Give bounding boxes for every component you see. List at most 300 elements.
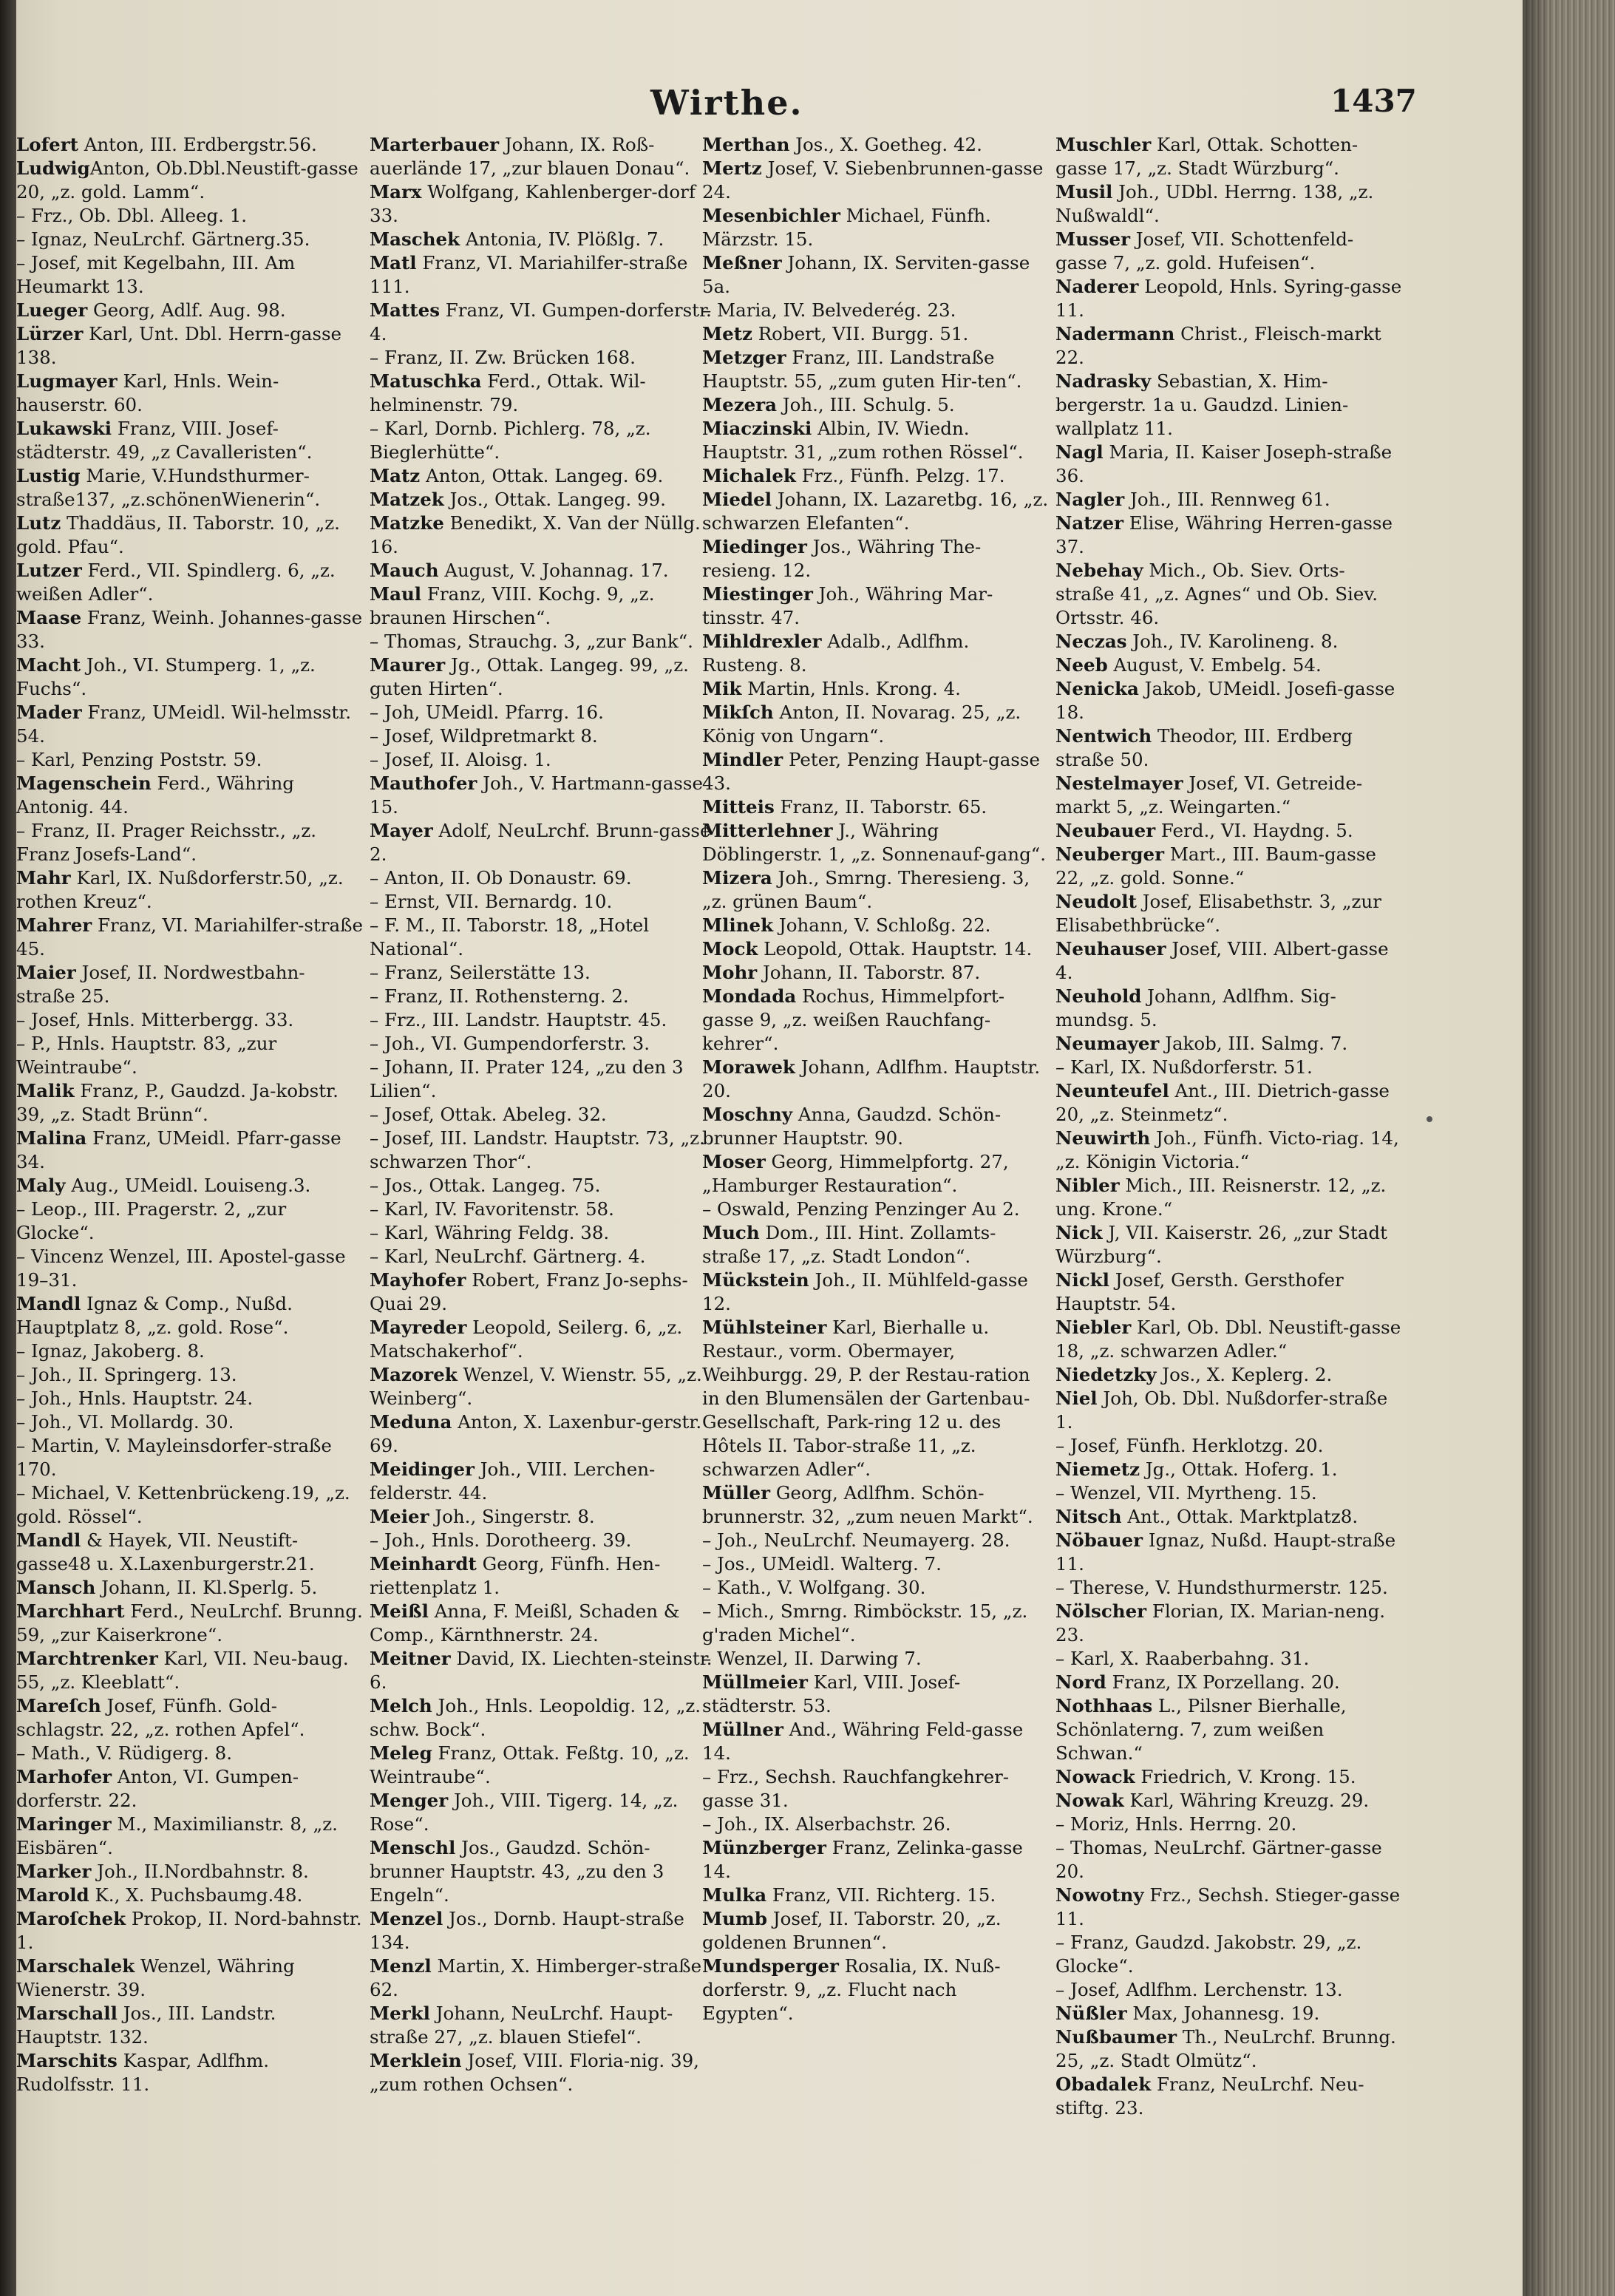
directory-entry <box>1055 275 1403 322</box>
entry-details: – Ernst, VII. Bernardg. 10. <box>370 891 613 912</box>
directory-entry <box>1055 1458 1403 1481</box>
entry-surname: Nowak <box>1055 1790 1124 1811</box>
directory-entry <box>702 1552 1050 1576</box>
entry-details: Franz, P., Gaudzd. Ja-kobstr. 39, „z. Stadt Brünn“. <box>16 1080 339 1125</box>
entry-details: Leopold, Ottak. Hauptstr. 14. <box>758 938 1033 960</box>
entry-details: – Anton, II. Ob Donaustr. 69. <box>370 867 632 889</box>
entry-surname: Mezera <box>702 394 777 415</box>
directory-entry <box>702 1671 1050 1718</box>
directory-entry <box>370 2002 717 2049</box>
entry-details: – Karl, Dornb. Pichlerg. 78, „z. Bieglerhütte“. <box>370 418 651 463</box>
entry-surname: Mikſch <box>702 702 774 723</box>
entry-details: Josef, Elisabethstr. 3, „zur Elisabethbrücke“. <box>1055 891 1381 936</box>
entry-details: Anton, III. Erdbergstr.56. <box>78 134 317 155</box>
entry-details: Adolf, NeuLrchf. Brunn-gasse 2. <box>370 820 711 865</box>
entry-details: Joh, Ob. Dbl. Nußdorfer-straße 1. <box>1055 1388 1388 1433</box>
entry-details: – Josef, Ottak. Abeleg. 32. <box>370 1104 607 1125</box>
entry-details: Ignaz & Comp., Nußd. Hauptplatz 8, „z. gold. Rose“. <box>16 1293 293 1338</box>
entry-details: – Jos., UMeidl. Walterg. 7. <box>702 1553 942 1575</box>
entry-surname: Obadalek <box>1055 2073 1152 2095</box>
entry-surname: Marterbauer <box>370 134 500 155</box>
directory-entry <box>16 464 364 512</box>
directory-entry <box>370 180 717 228</box>
entry-details: Th., NeuLrchf. Brunng. 25, „z. Stadt Olmütz“. <box>1055 2026 1396 2071</box>
entry-details: Franz, Ottak. Feßtg. 10, „z. Weintraube“. <box>370 1742 690 1787</box>
directory-entry <box>16 1434 364 1481</box>
directory-entry <box>370 1174 717 1198</box>
entry-details: Georg, Fünfh. Hen-riettenplatz 1. <box>370 1553 661 1598</box>
entry-details: Franz, Zelinka-gasse 14. <box>702 1837 1023 1882</box>
directory-entry <box>16 1008 364 1032</box>
entry-details: And., Währing Feld-gasse 14. <box>702 1719 1024 1764</box>
entry-details: Aug., UMeidl. Louiseng.3. <box>65 1175 311 1196</box>
directory-entry <box>1055 441 1403 488</box>
entry-surname: Nick <box>1055 1222 1103 1243</box>
entry-surname: Mock <box>702 938 758 960</box>
entry-surname: Lürzer <box>16 323 84 344</box>
entry-details: Joh., VIII. Lerchen-felderstr. 44. <box>370 1458 656 1504</box>
entry-surname: Nagler <box>1055 489 1125 510</box>
entry-surname: Mandl <box>16 1529 81 1551</box>
entry-details: Jos., Gaudzd. Schön-brunner Hauptstr. 43, „zu den 3 Engeln“. <box>370 1837 664 1906</box>
entry-details: Joh., UDbl. Herrng. 138, „z. Nußwaldl“. <box>1055 181 1374 226</box>
entry-details: Johann, IX. Serviten-gasse 5a. <box>702 252 1030 297</box>
entry-details: Peter, Penzing Haupt-gasse 43. <box>702 749 1040 794</box>
directory-entry <box>16 1127 364 1174</box>
entry-details: – Josef, mit Kegelbahn, III. Am Heumarkt 13. <box>16 252 296 297</box>
entry-details: Adalb., Adlfhm. Rusteng. 8. <box>702 631 970 676</box>
entry-details: Dom., III. Hint. Zollamts-straße 17, „z. Stadt London“. <box>702 1222 996 1267</box>
directory-entry <box>16 417 364 464</box>
directory-entry <box>702 795 1050 819</box>
directory-entry <box>702 1268 1050 1316</box>
directory-entry <box>16 204 364 228</box>
entry-surname: Mohr <box>702 962 758 983</box>
directory-entry <box>1055 1671 1403 1694</box>
directory-entry <box>370 1836 717 1907</box>
entry-details: – Jos., Ottak. Langeg. 75. <box>370 1175 601 1196</box>
directory-entry <box>370 1268 717 1316</box>
entry-details: K., X. Puchsbaumg.48. <box>89 1884 303 1906</box>
directory-entry <box>370 1789 717 1836</box>
entry-surname: Neubauer <box>1055 820 1156 841</box>
entry-surname: Miedinger <box>702 536 807 557</box>
directory-entry <box>16 1245 364 1292</box>
entry-details: – Therese, V. Hundsthurmerstr. 125. <box>1055 1577 1388 1598</box>
entry-surname: Nüßler <box>1055 2003 1127 2024</box>
directory-entry <box>370 1245 717 1268</box>
directory-entry <box>702 322 1050 346</box>
directory-entry <box>1055 370 1403 441</box>
entry-details: Florian, IX. Marian-neng. 23. <box>1055 1600 1386 1645</box>
directory-entry <box>16 251 364 299</box>
directory-entry <box>370 464 717 488</box>
directory-entry <box>16 370 364 417</box>
entry-surname: Metzger <box>702 347 786 368</box>
entry-surname: Nebehay <box>1055 560 1143 581</box>
entry-details: Anna, F. Meißl, Schaden & Comp., Kärnthnerstr. 24. <box>370 1600 680 1645</box>
entry-surname: Meidinger <box>370 1458 475 1480</box>
directory-entry <box>1055 890 1403 937</box>
directory-entry <box>16 1884 364 1907</box>
directory-entry <box>702 914 1050 937</box>
entry-surname: Malina <box>16 1127 87 1149</box>
entry-details: Johann, Adlfhm. Sig-mundsg. 5. <box>1055 985 1336 1030</box>
entry-surname: Nagl <box>1055 441 1104 463</box>
entry-surname: Lukawski <box>16 418 112 439</box>
directory-entry <box>16 1860 364 1884</box>
entry-surname: Mareſch <box>16 1695 101 1716</box>
entry-details: Jos., X. Goetheg. 42. <box>789 134 982 155</box>
directory-entry <box>1055 1931 1403 1978</box>
entry-details: Thaddäus, II. Taborstr. 10, „z. gold. Pfau“. <box>16 512 340 557</box>
entry-details: Anton, Ottak. Langeg. 69. <box>420 465 664 486</box>
entry-details: – Franz, II. Rothensterng. 2. <box>370 985 629 1007</box>
directory-entry <box>702 299 1050 322</box>
entry-surname: Lutz <box>16 512 61 534</box>
directory-entry <box>1055 630 1403 653</box>
directory-entry <box>1055 1600 1403 1647</box>
directory-entry <box>1055 1978 1403 2002</box>
entry-details: Joh., V. Hartmann-gasse 15. <box>370 772 703 818</box>
directory-entry <box>370 819 717 866</box>
column-4 <box>1055 133 1403 2120</box>
directory-entry <box>16 1079 364 1127</box>
entry-surname: Merklein <box>370 2050 462 2071</box>
entry-surname: Maringer <box>16 1813 112 1835</box>
directory-entry <box>16 228 364 251</box>
page-number: 1437 <box>1330 83 1417 119</box>
entry-details: Josef, VI. Getreide-markt 5, „z. Weingarten.“ <box>1055 772 1363 818</box>
entry-details: – Frz., Ob. Dbl. Alleeg. 1. <box>16 205 248 226</box>
entry-surname: Muschler <box>1055 134 1152 155</box>
entry-details: Karl, Ob. Dbl. Neustift-gasse 18, „z. schwarzen Adler.“ <box>1055 1317 1401 1362</box>
directory-entry <box>370 1410 717 1458</box>
directory-entry <box>16 1174 364 1198</box>
directory-entry <box>702 1765 1050 1813</box>
binding-shadow <box>0 0 16 2296</box>
directory-entry <box>702 417 1050 464</box>
directory-entry <box>16 133 364 157</box>
directory-entry <box>1055 228 1403 275</box>
book-fore-edge <box>1523 0 1615 2296</box>
entry-details: – Thomas, NeuLrchf. Gärtner-gasse 20. <box>1055 1837 1382 1882</box>
directory-entry <box>1055 1505 1403 1529</box>
entry-details: Franz, VI. Mariahilfer-straße 111. <box>370 252 688 297</box>
directory-entry <box>370 559 717 583</box>
entry-details: Martin, X. Himberger-straße 62. <box>370 1955 702 2000</box>
entry-details: – Franz, Gaudzd. Jakobstr. 29, „z. Glocke“. <box>1055 1932 1362 1977</box>
entry-details: Anton, X. Laxenbur-gerstr. 69. <box>370 1411 702 1456</box>
entry-surname: Mindler <box>702 749 783 770</box>
directory-entry <box>1055 1268 1403 1316</box>
directory-entry <box>370 2049 717 2096</box>
entry-surname: Menschl <box>370 1837 456 1858</box>
directory-entry <box>1055 1032 1403 1056</box>
entry-surname: Marschalek <box>16 1955 135 1977</box>
entry-surname: Morawek <box>702 1056 795 1078</box>
entry-details: Anton, VI. Gumpen-dorferstr. 22. <box>16 1766 299 1811</box>
directory-entry <box>1055 1765 1403 1789</box>
entry-details: Mart., III. Baum-gasse 22, „z. gold. Sonne.“ <box>1055 843 1376 889</box>
entry-details: Karl, Währing Kreuzg. 29. <box>1123 1790 1370 1811</box>
entry-surname: Neunteufel <box>1055 1080 1169 1101</box>
entry-details: Elise, Währing Herren-gasse 37. <box>1055 512 1393 557</box>
directory-entry <box>702 1954 1050 2025</box>
directory-entry <box>370 251 717 299</box>
entry-surname: Marchhart <box>16 1600 125 1622</box>
entry-surname: Maier <box>16 962 76 983</box>
entry-details: – Joh., IX. Alserbachstr. 26. <box>702 1813 951 1835</box>
entry-surname: Nowack <box>1055 1766 1135 1787</box>
entry-surname: Miaczinski <box>702 418 812 439</box>
entry-details: Joh., Fünfh. Victo-riag. 14, „z. Königin Victoria.“ <box>1055 1127 1399 1172</box>
directory-entry <box>370 1363 717 1410</box>
entry-details: Anton, II. Novarag. 25, „z. König von Ungarn“. <box>702 702 1021 747</box>
entry-details: Ant., Ottak. Marktplatz8. <box>1121 1506 1359 1527</box>
entry-details: Joh., IV. Karolineng. 8. <box>1126 631 1339 652</box>
entry-details: Georg, Adlf. Aug. 98. <box>87 299 286 321</box>
entry-details: Josef, Gersth. Gersthofer Hauptstr. 54. <box>1055 1269 1344 1314</box>
entry-details: Franz, UMeidl. Pfarr-gasse 34. <box>16 1127 341 1172</box>
directory-entry <box>16 701 364 748</box>
directory-entry <box>1055 559 1403 630</box>
entry-surname: Lugmayer <box>16 370 118 392</box>
entry-surname: Mansch <box>16 1577 96 1598</box>
directory-entry <box>702 583 1050 630</box>
entry-details: Karl, VIII. Josef-städterstr. 53. <box>702 1671 961 1716</box>
entry-details: Michael, Fünfh. Märzstr. 15. <box>702 205 991 250</box>
entry-surname: Müllmeier <box>702 1671 808 1693</box>
directory-entry <box>702 1600 1050 1647</box>
directory-entry <box>16 1647 364 1694</box>
entry-surname: Marold <box>16 1884 89 1906</box>
entry-surname: Nußbaumer <box>1055 2026 1177 2048</box>
directory-entry <box>702 464 1050 488</box>
entry-details: Frz., Fünfh. Pelzg. 17. <box>795 465 1005 486</box>
entry-surname: Marschits <box>16 2050 118 2071</box>
entry-details: – Karl, IX. Nußdorferstr. 51. <box>1055 1056 1313 1078</box>
entry-details: Ferd., Ottak. Wil-helminenstr. 79. <box>370 370 646 415</box>
entry-details: Max, Johannesg. 19. <box>1126 2003 1320 2024</box>
entry-surname: Merkl <box>370 2003 430 2024</box>
entry-surname: Mondada <box>702 985 797 1007</box>
directory-entry <box>702 1529 1050 1552</box>
entry-details: – Josef, III. Landstr. Hauptstr. 73, „z. schwarzen Thor“. <box>370 1127 705 1172</box>
entry-details: Karl, Unt. Dbl. Herrn-gasse 138. <box>16 323 342 368</box>
directory-entry <box>1055 488 1403 512</box>
entry-details: – Maria, IV. Belvederég. 23. <box>702 299 956 321</box>
directory-entry <box>702 535 1050 583</box>
directory-entry <box>1055 1813 1403 1836</box>
entry-details: Josef, VII. Schottenfeld-gasse 7, „z. gold. Hufeisen“. <box>1055 228 1354 274</box>
directory-entry <box>370 914 717 961</box>
entry-details: Ferd., VI. Haydng. 5. <box>1155 820 1353 841</box>
directory-entry <box>1055 180 1403 228</box>
entry-surname: Mayreder <box>370 1317 467 1338</box>
entry-surname: Maase <box>16 607 82 628</box>
entry-surname: Meleg <box>370 1742 432 1764</box>
directory-entry <box>16 819 364 866</box>
entry-details: Anton, Ob.Dbl.Neustift-gasse 20, „z. gold. Lamm“. <box>16 157 358 203</box>
entry-details: Josef, V. Siebenbrunnen-gasse 24. <box>702 157 1044 203</box>
entry-details: – Thomas, Strauchg. 3, „zur Bank“. <box>370 631 693 652</box>
entry-surname: Mauthofer <box>370 772 477 794</box>
directory-entry <box>16 1198 364 1245</box>
directory-entry <box>1055 772 1403 819</box>
entry-surname: Mandl <box>16 1293 81 1314</box>
entry-surname: Menzel <box>370 1908 443 1929</box>
entry-surname: Malik <box>16 1080 75 1101</box>
entry-details: Joh., II. Mühlfeld-gasse 12. <box>702 1269 1028 1314</box>
entry-details: – Karl, Penzing Poststr. 59. <box>16 749 262 770</box>
entry-details: Joh., III. Schulg. 5. <box>777 394 955 415</box>
entry-surname: Mumb <box>702 1908 767 1929</box>
entry-surname: Mik <box>702 678 742 699</box>
entry-surname: Matuschka <box>370 370 482 392</box>
entry-surname: Matzek <box>370 489 444 510</box>
entry-details: Wenzel, V. Wienstr. 55, „z. Weinberg“. <box>370 1364 702 1409</box>
entry-details: – Ignaz, NeuLrchf. Gärtnerg.35. <box>16 228 310 250</box>
directory-entry <box>16 1954 364 2002</box>
entry-surname: Meier <box>370 1506 429 1527</box>
directory-entry <box>702 1056 1050 1103</box>
entry-details: – Joh., II. Springerg. 13. <box>16 1364 237 1385</box>
directory-entry <box>16 2049 364 2096</box>
entry-details: Johann, IX. Roß-auerlände 17, „zur blauen Donau“. <box>370 134 690 179</box>
directory-entry <box>1055 2025 1403 2073</box>
directory-entry <box>702 1103 1050 1150</box>
entry-surname: Münzberger <box>702 1837 826 1858</box>
directory-entry <box>1055 1884 1403 1931</box>
directory-entry <box>702 819 1050 866</box>
entry-surname: Nord <box>1055 1671 1106 1693</box>
entry-details: – Karl, IV. Favoritenstr. 58. <box>370 1198 614 1220</box>
directory-entry <box>370 653 717 701</box>
entry-surname: Nickl <box>1055 1269 1109 1291</box>
entry-details: Theodor, III. Erdberg straße 50. <box>1055 725 1353 770</box>
entry-surname: Marschall <box>16 2003 118 2024</box>
entry-surname: Maroſchek <box>16 1908 126 1929</box>
directory-entry <box>1055 843 1403 890</box>
entry-surname: Mitterlehner <box>702 820 833 841</box>
entry-details: Johann, NeuLrchf. Haupt-straße 27, „z. blauen Stiefel“. <box>370 2003 673 2048</box>
entry-details: August, V. Johannag. 17. <box>438 560 669 581</box>
entry-surname: Mazorek <box>370 1364 458 1385</box>
entry-surname: Mesenbichler <box>702 205 840 226</box>
entry-surname: Nentwich <box>1055 725 1152 747</box>
entry-details: David, IX. Liechten-steinstr. 6. <box>370 1648 713 1693</box>
entry-surname: Nenicka <box>1055 678 1139 699</box>
directory-entry <box>370 583 717 630</box>
entry-details: – Johann, II. Prater 124, „zu den 3 Lilien“. <box>370 1056 684 1101</box>
entry-details: Jos., Dornb. Haupt-straße 134. <box>370 1908 684 1953</box>
directory-entry <box>16 1363 364 1387</box>
entry-details: – Frz., Sechsh. Rauchfangkehrer-gasse 31. <box>702 1766 1010 1811</box>
entry-surname: Müller <box>702 1482 771 1504</box>
entry-details: – Josef, Fünfh. Herklotzg. 20. <box>1055 1435 1324 1456</box>
entry-details: Johann, IX. Lazaretbg. 16, „z. schwarzen Elefanten“. <box>702 489 1049 534</box>
directory-entry <box>1055 1529 1403 1576</box>
entry-details: Joh., Smrng. Theresieng. 3, „z. grünen Baum“. <box>702 867 1030 912</box>
entry-details: – F. M., II. Taborstr. 18, „Hotel National“. <box>370 914 650 960</box>
entry-details: Joh., VI. Stumperg. 1, „z. Fuchs“. <box>16 654 316 699</box>
entry-surname: Neczas <box>1055 631 1127 652</box>
directory-entry <box>370 890 717 914</box>
directory-entry <box>702 1718 1050 1765</box>
directory-entry <box>1055 1363 1403 1387</box>
entry-details: Prokop, II. Nord-bahnstr. 1. <box>16 1908 362 1953</box>
entry-surname: Niedetzky <box>1055 1364 1157 1385</box>
entry-details: J., Währing Döblingerstr. 1, „z. Sonnenauf-gang“. <box>702 820 1047 865</box>
entry-details: Franz, VIII. Kochg. 9, „z. braunen Hirschen“. <box>370 583 655 628</box>
entry-details: – Karl, X. Raaberbahng. 31. <box>1055 1648 1310 1669</box>
entry-surname: Nölscher <box>1055 1600 1147 1622</box>
entry-surname: Nadermann <box>1055 323 1175 344</box>
entry-surname: Naderer <box>1055 276 1139 297</box>
entry-surname: Nibler <box>1055 1175 1120 1196</box>
entry-details: Rosalia, IX. Nuß-dorferstr. 9, „z. Flucht nach Egypten“. <box>702 1955 1001 2024</box>
directory-entry <box>16 1576 364 1600</box>
entry-details: Albin, IV. Wiedn. Hauptstr. 31, „zum rothen Rössel“. <box>702 418 1024 463</box>
directory-entry <box>370 1600 717 1647</box>
entry-details: Jos., Ottak. Langeg. 99. <box>443 489 666 510</box>
entry-details: Jakob, III. Salmg. 7. <box>1159 1033 1348 1054</box>
directory-entry <box>1055 985 1403 1032</box>
directory-entry <box>702 1221 1050 1268</box>
directory-entry <box>702 985 1050 1056</box>
entry-details: Karl, Ottak. Schotten-gasse 17, „z. Stadt Würzburg“. <box>1055 134 1359 179</box>
entry-surname: Müllner <box>702 1719 783 1740</box>
directory-entry <box>1055 322 1403 370</box>
entry-surname: Matz <box>370 465 421 486</box>
entry-details: Karl, Bierhalle u. Restaur., vorm. Obermayer, Weihburgg. 29, P. der Restau-ration in den Blumensälen der Gartenbau-Gesellschaft, Park-ring 12 u. des Hôtels II. Tabor-straße 11, „z. schwarzen Adler“. <box>702 1317 1030 1480</box>
directory-entry <box>16 1742 364 1765</box>
entry-details: – Oswald, Penzing Penzinger Au 2. <box>702 1198 1020 1220</box>
directory-entry <box>370 370 717 417</box>
entry-details: Johann, II. Taborstr. 87. <box>757 962 981 983</box>
directory-entry <box>16 1387 364 1410</box>
entry-surname: Magenschein <box>16 772 152 794</box>
directory-entry <box>702 204 1050 251</box>
entry-details: – Franz, II. Prager Reichsstr., „z. Franz Josefs-Land“. <box>16 820 317 865</box>
directory-entry <box>1055 1127 1403 1174</box>
entry-surname: Mahr <box>16 867 71 889</box>
directory-entry <box>370 1954 717 2002</box>
directory-entry <box>1055 1079 1403 1127</box>
directory-entry <box>16 1694 364 1742</box>
entry-details: – Karl, Währing Feldg. 38. <box>370 1222 610 1243</box>
entry-details: Christ., Fleisch-markt 22. <box>1055 323 1381 368</box>
entry-details: Georg, Himmelpfortg. 27, „Hamburger Restauration“. <box>702 1151 1009 1196</box>
entry-details: Karl, IX. Nußdorferstr.50, „z. rothen Kreuz“. <box>16 867 344 912</box>
entry-surname: Nestelmayer <box>1055 772 1183 794</box>
directory-entry <box>1055 1647 1403 1671</box>
entry-details: & Hayek, VII. Neustift-gasse48 u. X.Laxenburgerstr.21. <box>16 1529 315 1575</box>
directory-entry <box>16 299 364 322</box>
entry-details: Franz, III. Landstraße Hauptstr. 55, „zum guten Hir-ten“. <box>702 347 1022 392</box>
entry-details: Ferd., Währing Antonig. 44. <box>16 772 294 818</box>
entry-details: Robert, VII. Burgg. 51. <box>752 323 969 344</box>
directory-entry <box>16 866 364 914</box>
entry-details: – Joh, UMeidl. Pfarrg. 16. <box>370 702 604 723</box>
entry-details: Maria, II. Kaiser Joseph-straße 36. <box>1055 441 1393 486</box>
entry-details: – Josef, Adlfhm. Lerchenstr. 13. <box>1055 1979 1343 2000</box>
entry-surname: Nitsch <box>1055 1506 1122 1527</box>
entry-details: – Franz, II. Zw. Brücken 168. <box>370 347 636 368</box>
directory-entry <box>16 512 364 559</box>
directory-entry <box>370 299 717 346</box>
